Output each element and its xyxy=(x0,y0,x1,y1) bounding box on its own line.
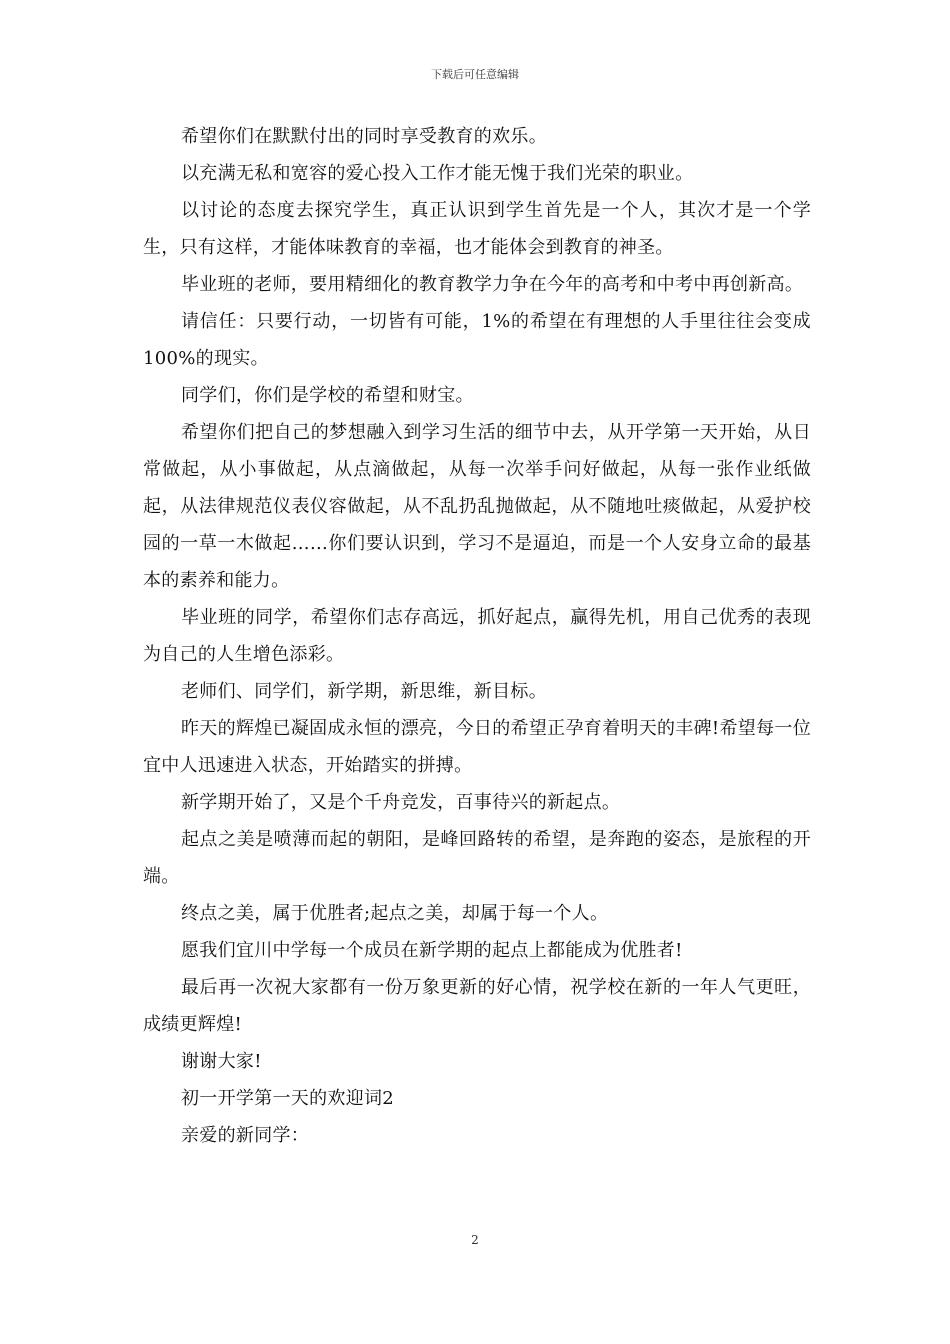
paragraph: 请信任：只要行动，一切皆有可能，1%的希望在有理想的人手里往往会变成100%的现实。 xyxy=(143,311,811,369)
paragraph: 以讨论的态度去探究学生，真正认识到学生首先是一个人，其次才是一个学生，只有这样，才能体味教育的幸福，也才能体会到教育的神圣。 xyxy=(143,200,811,258)
page-header: 下载后可任意编辑 xyxy=(431,68,519,81)
page-number: 2 xyxy=(471,1233,479,1247)
paragraph: 希望你们在默默付出的同时享受教育的欢乐。 xyxy=(181,126,547,147)
paragraph: 老师们、同学们，新学期，新思维，新目标。 xyxy=(181,681,547,702)
paragraph: 起点之美是喷薄而起的朝阳，是峰回路转的希望，是奔跑的姿态，是旅程的开端。 xyxy=(143,829,811,887)
paragraph: 新学期开始了，又是个千舟竞发，百事待兴的新起点。 xyxy=(181,792,621,813)
paragraph: 同学们，你们是学校的希望和财宝。 xyxy=(181,385,474,406)
paragraph: 以充满无私和宽容的爱心投入工作才能无愧于我们光荣的职业。 xyxy=(181,163,694,184)
paragraph: 谢谢大家! xyxy=(181,1051,262,1072)
paragraph: 终点之美，属于优胜者;起点之美，却属于每一个人。 xyxy=(181,903,609,924)
paragraph: 毕业班的同学，希望你们志存高远，抓好起点，赢得先机，用自己优秀的表现为自己的人生增色添彩。 xyxy=(143,607,811,665)
paragraph: 毕业班的老师，要用精细化的教育教学力争在今年的高考和中考中再创新高。 xyxy=(181,274,804,295)
paragraph: 愿我们宜川中学每一个成员在新学期的起点上都能成为优胜者! xyxy=(181,940,683,961)
section-heading: 初一开学第一天的欢迎词2 xyxy=(181,1088,395,1109)
paragraph: 希望你们把自己的梦想融入到学习生活的细节中去，从开学第一天开始，从日常做起，从小事做起，从点滴做起，从每一次举手问好做起，从每一张作业纸做起，从法律规范仪表仪容做起，从不乱扔乱抛做起，从不随地吐痰做起，从爱护校园的一草一木做起……你们要认识到，学习不是逼迫，而是一个人安身立命的最基本的素养和能力。 xyxy=(143,422,811,591)
paragraph: 昨天的辉煌已凝固成永恒的漂亮，今日的希望正孕育着明天的丰碑!希望每一位宜中人迅速进入状态，开始踏实的拼搏。 xyxy=(143,718,811,776)
document-body xyxy=(143,118,811,1154)
salutation: 亲爱的新同学： xyxy=(181,1125,310,1146)
paragraph: 最后再一次祝大家都有一份万象更新的好心情，祝学校在新的一年人气更旺，成绩更辉煌! xyxy=(143,977,811,1035)
